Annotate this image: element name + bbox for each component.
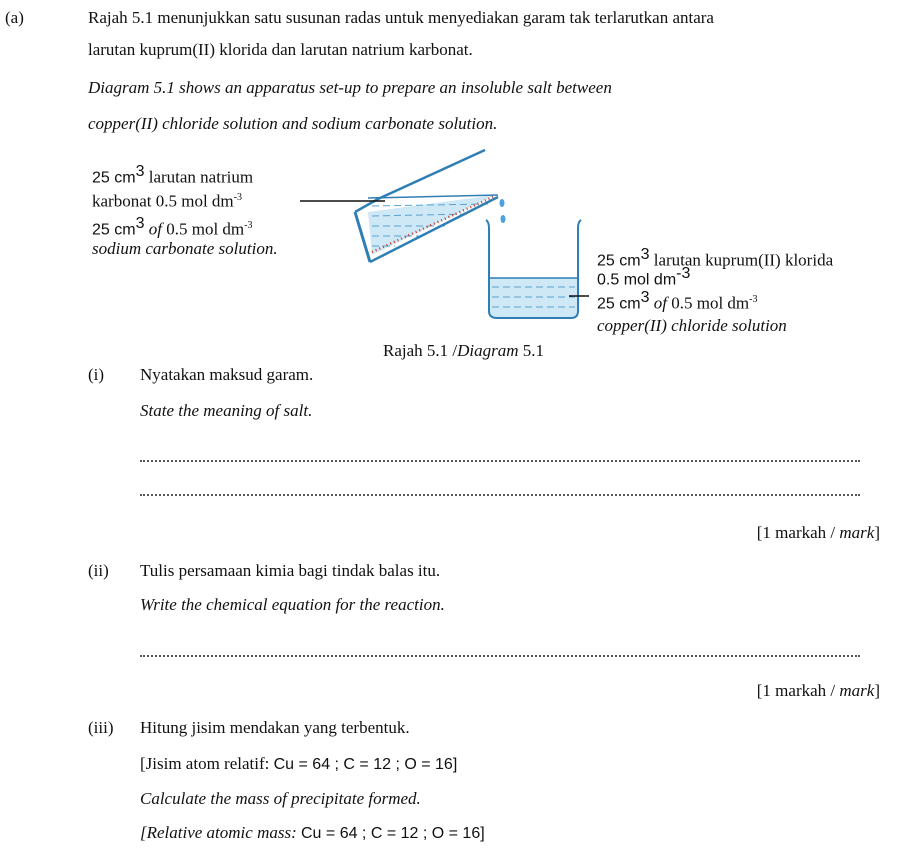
- answer-line[interactable]: [140, 494, 860, 496]
- part-ii-label: (ii): [88, 561, 109, 580]
- beaker: [486, 220, 581, 318]
- question-label: (a): [5, 8, 24, 27]
- part-ii-ms: Tulis persamaan kimia bagi tindak balas itu.: [140, 561, 441, 580]
- intro-en-1: Diagram 5.1 shows an apparatus set-up to prepare an insoluble salt between: [88, 78, 612, 97]
- part-iii-en: Calculate the mass of precipitate formed.: [140, 789, 421, 808]
- part-ii-en: Write the chemical equation for the reaction.: [140, 595, 445, 614]
- mark-allocation: [1 markah / mark]: [756, 681, 880, 700]
- part-iii-label: (iii): [88, 718, 114, 737]
- relative-atomic-mass-ms: [Jisim atom relatif: Cu = 64 ; C = 12 ; O = 16]: [140, 754, 458, 773]
- part-i-label: (i): [88, 365, 105, 384]
- answer-line[interactable]: [140, 655, 860, 657]
- intro-ms-1: Rajah 5.1 menunjukkan satu susunan radas untuk menyediakan garam tak terlarutkan antara: [88, 8, 714, 27]
- exam-page: (a) Rajah 5.1 menunjukkan satu susunan radas untuk menyediakan garam tak terlarutkan antara larutan kuprum(II) klorida dan larutan natrium karbonat. Diagram 5.1 shows an apparatus set-up to prepare an insoluble salt between copper(II) chloride solution and sodium carbonate solution. 25 $cm^3$ larutan natrium karbonat 0.5 mol $dm^{-3}$ 25 $cm^3$ of 0.5 mol $dm^{-3}$ sodium carbonate solution. 25 $cm^3$ larutan kuprum(II) klorida 0.5 mol $dm^{-3}$ 25 $cm^3$ of 0.5 mol $dm^{-3}$ copper(II) chloride solution Rajah 5.1 /Diagram 5.1 (i) Nyatakan maksud garam. State the meaning of salt. [1 markah / mark] (ii) Tulis persamaan kimia bagi tindak balas itu. Write the chemical equation for the reaction. [1 markah / mark] (iii) Hitung jisim mendakan yang terbentuk. [Jisim atom relatif: Cu = 64 ; C = 12 ; O = 16] Calculate the mass of precipitate formed. [Relative atomic mass: Cu = 64 ; C = 12 ; O = 16]: [0, 0, 918, 860]
- part-i-en: State the meaning of salt.: [140, 401, 313, 420]
- measuring-cylinder: [355, 150, 498, 262]
- drops-icon: [500, 199, 506, 223]
- part-i-ms: Nyatakan maksud garam.: [140, 365, 314, 384]
- relative-atomic-mass-en: [Relative atomic mass: Cu = 64 ; C = 12 ; O = 16]: [140, 823, 485, 842]
- intro-en-2: copper(II) chloride solution and sodium carbonate solution.: [88, 114, 498, 133]
- intro-ms-2: larutan kuprum(II) klorida dan larutan natrium karbonat.: [88, 40, 473, 59]
- diagram-caption: Rajah 5.1 /Diagram 5.1: [383, 341, 545, 360]
- part-iii-ms: Hitung jisim mendakan yang terbentuk.: [140, 718, 410, 737]
- mark-allocation: [1 markah / mark]: [756, 523, 880, 542]
- answer-line[interactable]: [140, 460, 860, 462]
